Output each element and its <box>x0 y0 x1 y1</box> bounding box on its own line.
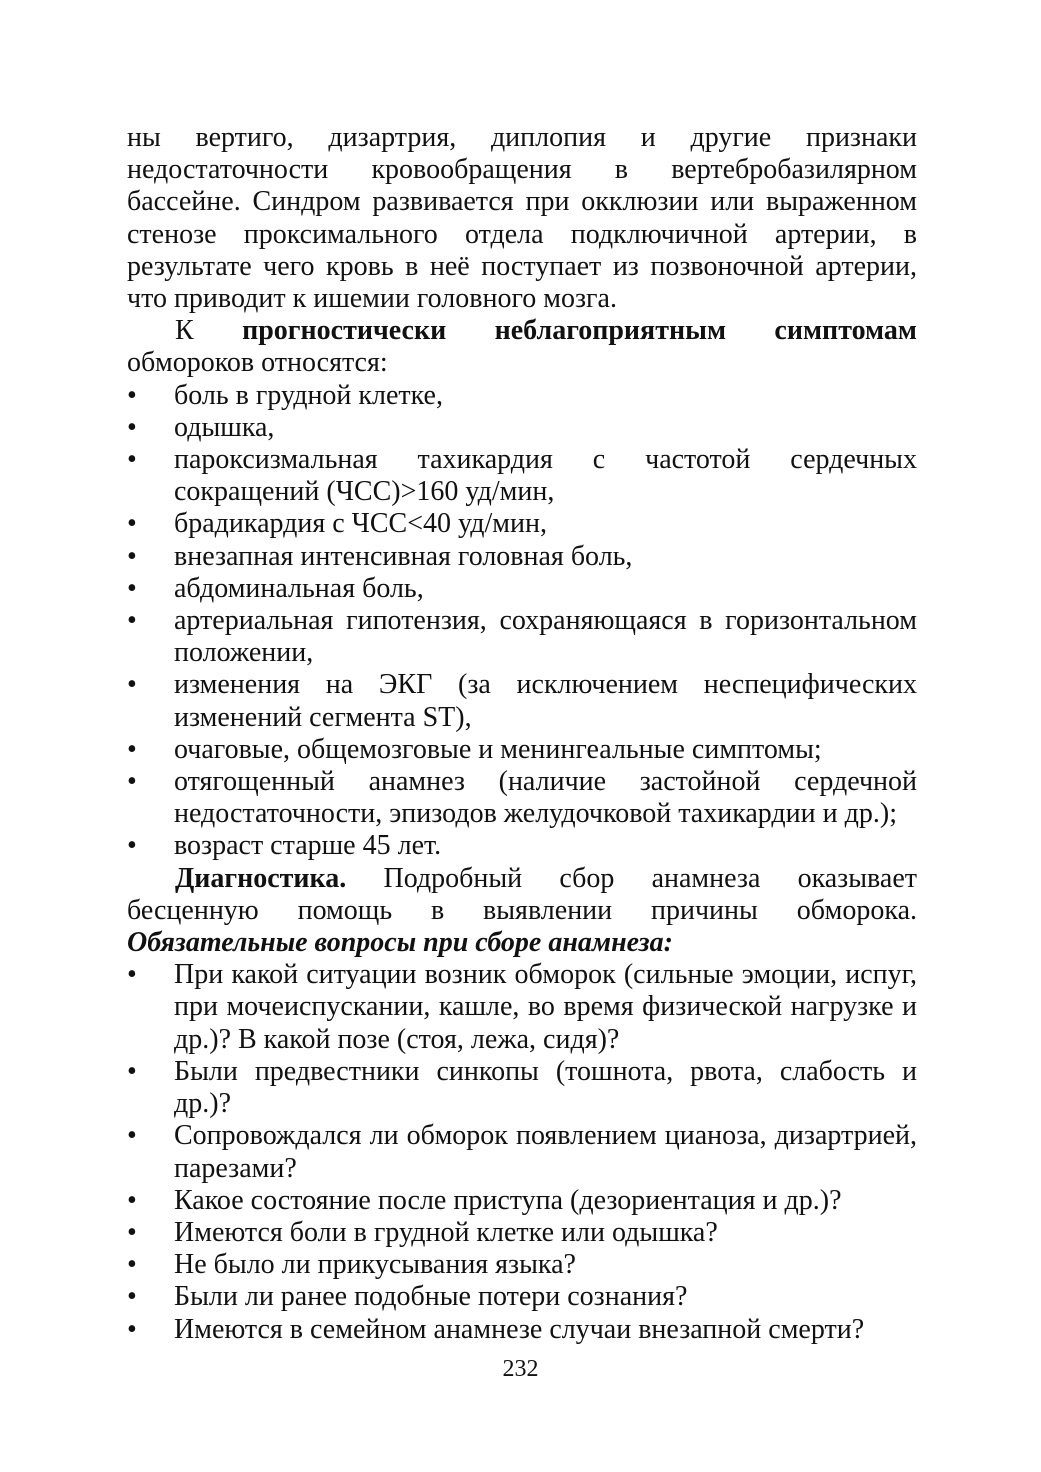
paragraph-diagnostics <box>127 863 917 960</box>
list-item <box>127 1217 917 1249</box>
bullet-icon: • <box>127 379 137 411</box>
bullet-icon: • <box>127 1184 137 1216</box>
bullet-icon: • <box>127 1249 137 1281</box>
list-item-text: Сопровождался ли обморок появлением цианоза, дизартрией, парезами? <box>174 1120 917 1184</box>
list-item <box>127 830 917 862</box>
list-item-text: одышка, <box>174 411 275 443</box>
symptoms-list <box>127 380 917 863</box>
bullet-icon: • <box>127 1281 137 1313</box>
list-item-text: отягощенный анамнез (наличие застойной сердечной недостаточности, эпизодов желудочковой тахикардии и др.); <box>174 766 917 830</box>
list-item-text: Имеются в семейном анамнезе случаи внезапной смерти? <box>174 1313 865 1345</box>
body-text <box>127 122 917 1346</box>
list-item-text: очаговые, общемозговые и менингеальные симптомы; <box>174 733 822 765</box>
questions-list <box>127 959 917 1345</box>
list-item <box>127 508 917 540</box>
list-item <box>127 766 917 830</box>
list-item <box>127 541 917 573</box>
list-item <box>127 444 917 508</box>
list-item-text: внезапная интенсивная головная боль, <box>174 540 633 572</box>
list-item-text: Не было ли прикусывания языка? <box>174 1249 576 1281</box>
list-item <box>127 605 917 669</box>
list-item-text: пароксизмальная тахикардия с частотой сердечных сокращений (ЧСС)>160 уд/мин, <box>174 444 917 508</box>
list-item <box>127 734 917 766</box>
list-item <box>127 380 917 412</box>
list-item-text: абдоминальная боль, <box>174 572 424 604</box>
list-item <box>127 1056 917 1120</box>
prognostic-suffix: обмороков относятся: <box>127 347 388 379</box>
list-item-text: При какой ситуации возник обморок (сильные эмоции, испуг, при мочеиспускании, кашле, во время физической нагрузке и др.)? В какой позе (стоя, лежа, сидя)? <box>174 959 917 1055</box>
list-item-text: Были предвестники синкопы (тошнота, рвота, слабость и др.)? <box>174 1055 917 1120</box>
bullet-icon: • <box>127 1055 137 1087</box>
list-item <box>127 1249 917 1281</box>
bullet-icon: • <box>127 1313 137 1345</box>
bullet-icon: • <box>127 411 137 443</box>
list-item-text: Какое состояние после приступа (дезориентация и др.)? <box>174 1184 842 1216</box>
bullet-icon: • <box>127 1216 137 1248</box>
paragraph-prognostic-intro <box>127 315 917 379</box>
bullet-icon: • <box>127 733 137 765</box>
paragraph-vertebral-syndrome: ны вертиго, дизартрия, диплопия и другие признаки недостаточности кровообращения в вертебробазилярном бассейне. Синдром развивается при окклюзии или выраженном стенозе проксимального отдела подключичной артерии, в результате чего кровь в неё поступает из позвоночной артерии, что приводит к ишемии головного мозга. <box>127 122 917 315</box>
list-item <box>127 1185 917 1217</box>
bullet-icon: • <box>127 766 137 798</box>
bullet-icon: • <box>127 605 137 637</box>
list-item <box>127 1120 917 1184</box>
bullet-icon: • <box>127 1120 137 1152</box>
list-item <box>127 1314 917 1346</box>
bullet-icon: • <box>127 508 137 540</box>
list-item <box>127 959 917 1056</box>
bullet-icon: • <box>127 540 137 572</box>
list-item <box>127 669 917 733</box>
prognostic-bold-term: прогностически неблагоприятным симптомам <box>242 315 917 347</box>
list-item-text: изменения на ЭКГ (за исключением неспецифических изменений сегмента ST), <box>174 669 917 733</box>
bullet-icon: • <box>127 830 137 862</box>
list-item-text: боль в грудной клетке, <box>174 379 443 411</box>
diagnostics-questions-heading: Обязательные вопросы при сборе анамнеза: <box>127 927 673 959</box>
bullet-icon: • <box>127 669 137 701</box>
list-item-text: Были ли ранее подобные потери сознания? <box>174 1281 688 1313</box>
bullet-icon: • <box>127 959 137 991</box>
page-number: 232 <box>502 1356 539 1382</box>
list-item <box>127 412 917 444</box>
list-item <box>127 1281 917 1313</box>
diagnostics-heading: Диагностика. <box>175 862 347 894</box>
list-item-text: артериальная гипотензия, сохраняющаяся в горизонтальном положении, <box>174 605 917 669</box>
bullet-icon: • <box>127 572 137 604</box>
list-item-text: возраст старше 45 лет. <box>174 830 442 862</box>
list-item-text: брадикардия с ЧСС<40 уд/мин, <box>174 508 547 540</box>
prognostic-prefix: К <box>175 315 243 347</box>
bullet-icon: • <box>127 444 137 476</box>
diagnostics-text: Подробный сбор анамнеза оказывает бесценную помощь в выявлении причины обморока. <box>127 862 917 926</box>
list-item-text: Имеются боли в грудной клетке или одышка? <box>174 1216 718 1248</box>
list-item <box>127 573 917 605</box>
